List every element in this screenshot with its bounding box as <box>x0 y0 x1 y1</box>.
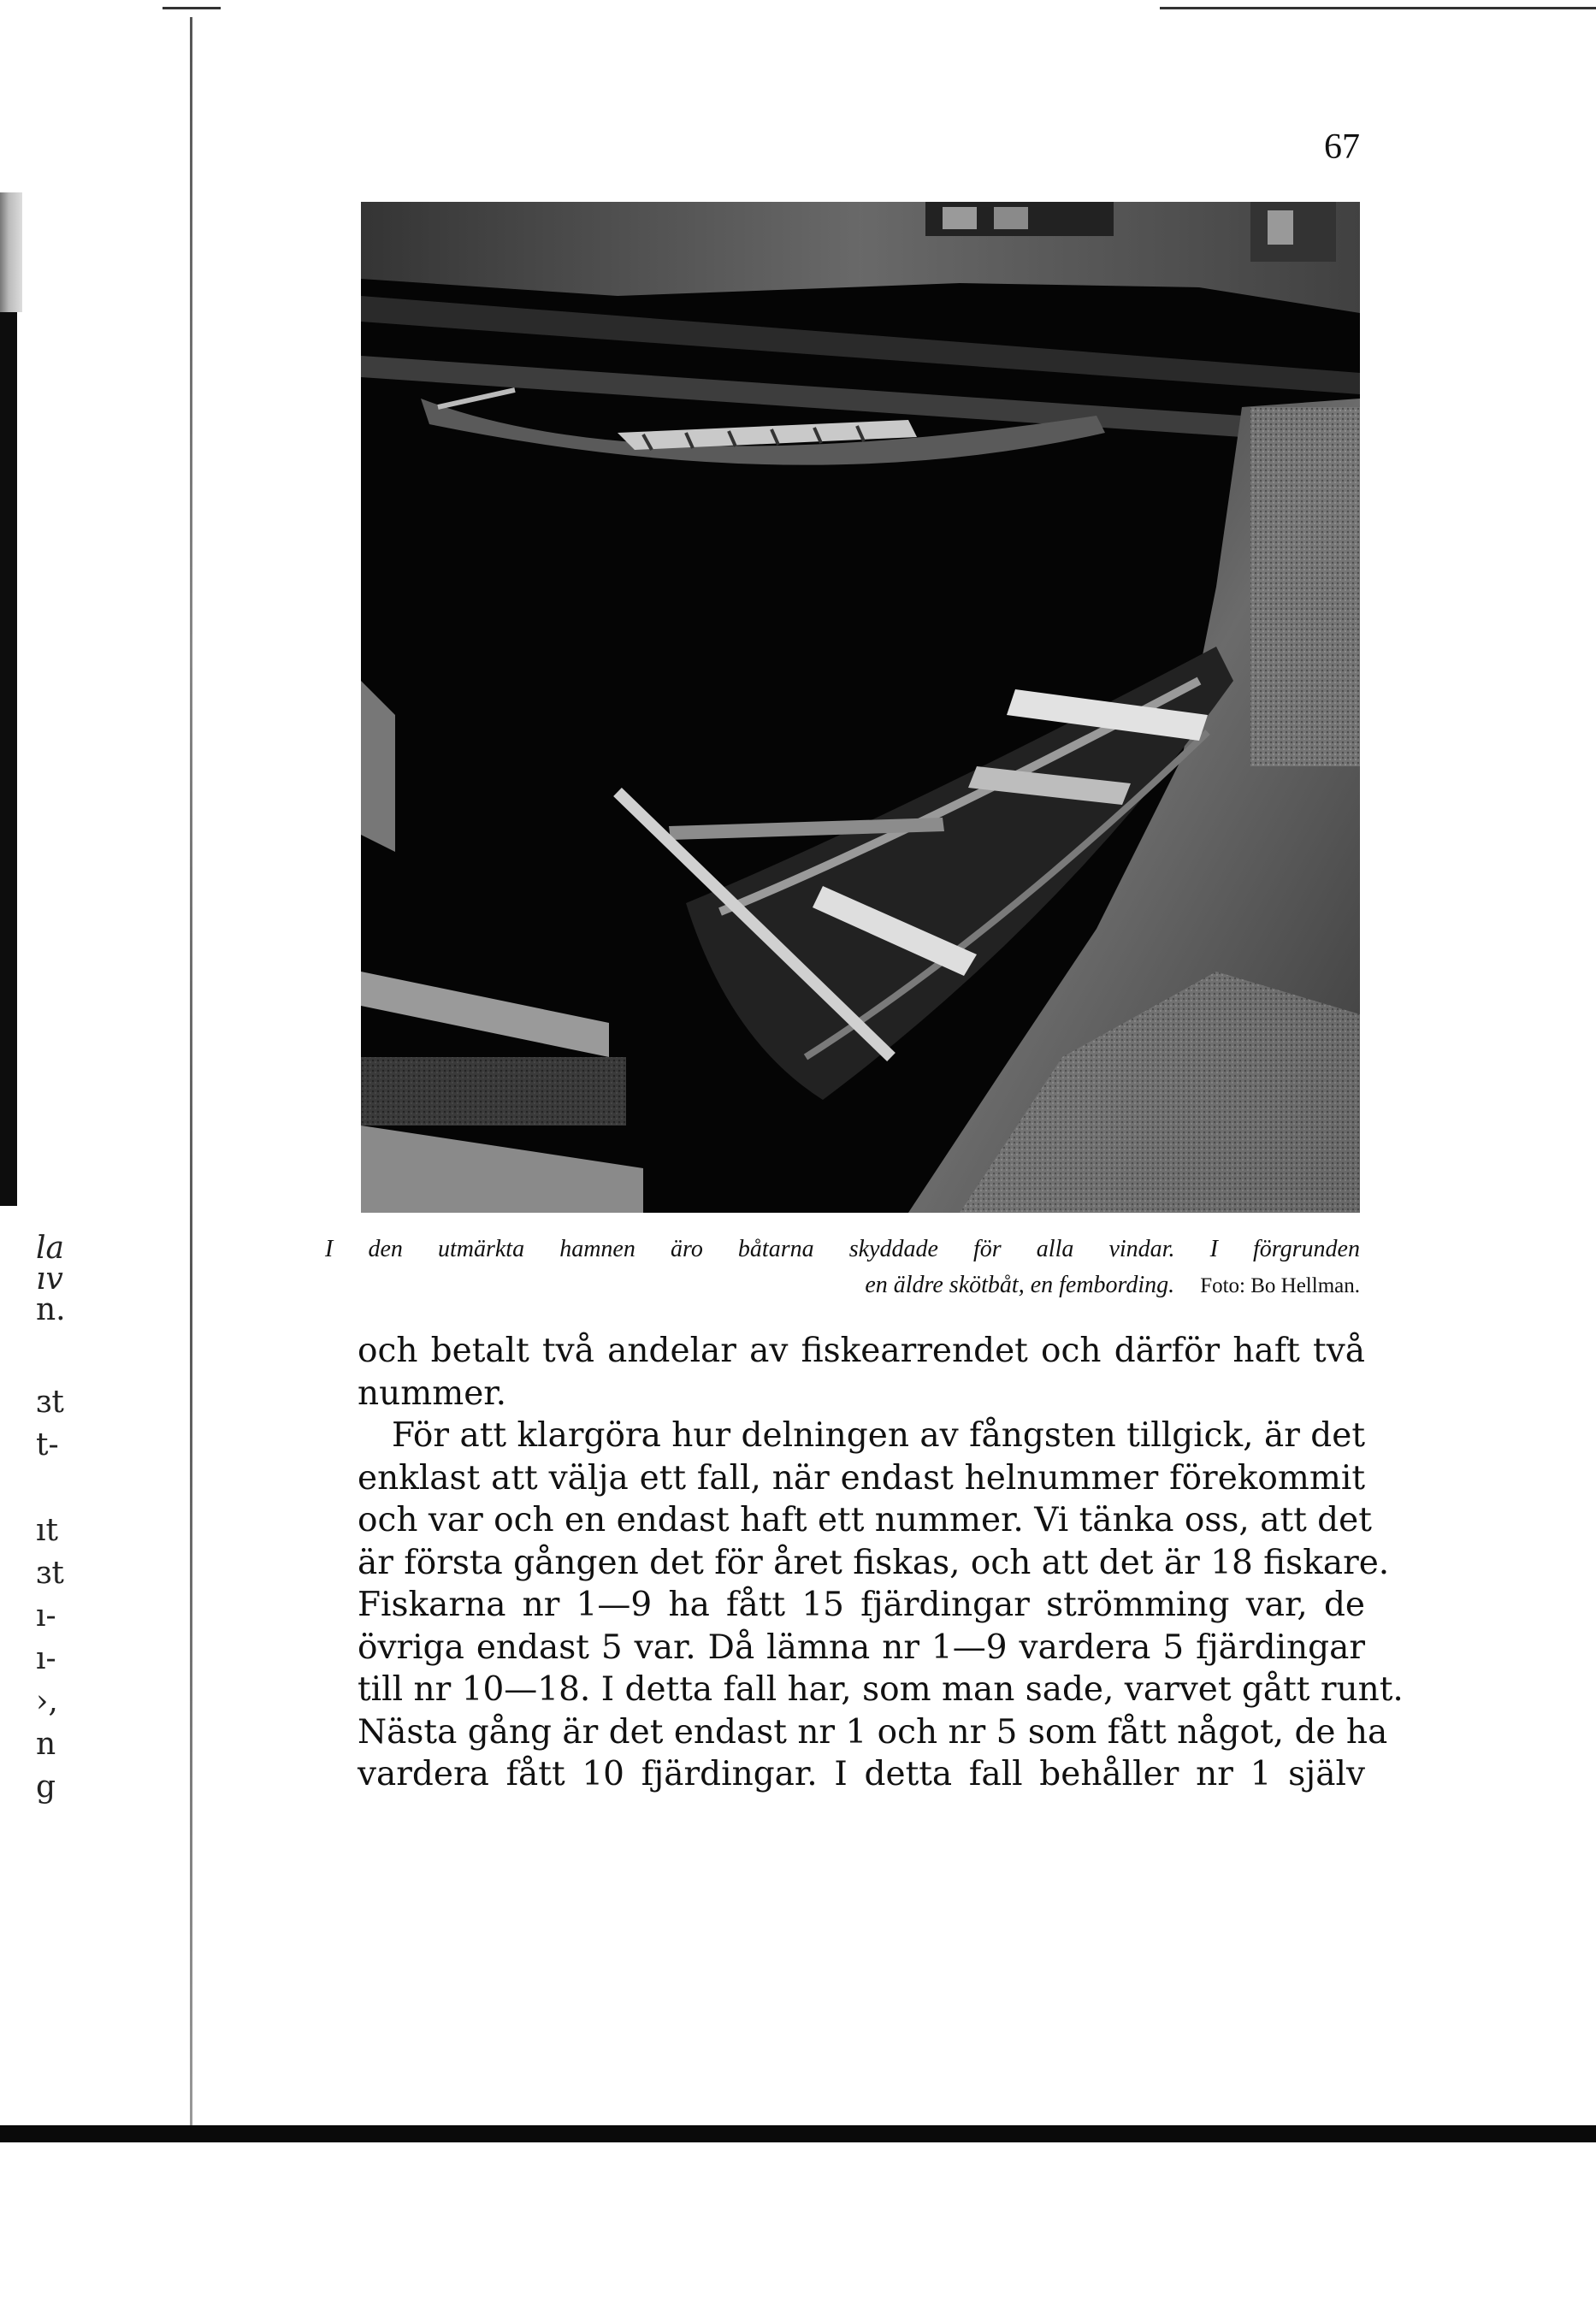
text-line: Nästa gång är det endast nr 1 och nr 5 som fått något, de ha <box>358 1712 1388 1752</box>
photo-caption <box>325 1232 1360 1304</box>
margin-fragment: t- <box>36 1427 59 1462</box>
body-text <box>358 1330 1404 1796</box>
text-line: övriga endast 5 var. Då lämna nr 1—9 vardera 5 fjärdingar <box>358 1628 1365 1667</box>
photo-illustration <box>361 202 1360 1213</box>
gutter-shadow <box>0 192 17 1206</box>
text-line: vardera fått 10 fjärdingar. I detta fall behåller nr 1 själv <box>358 1755 1365 1793</box>
margin-fragment: n <box>36 1727 56 1762</box>
caption-line <box>325 1267 1360 1304</box>
binding-tick <box>163 7 221 9</box>
margin-fragment: g <box>36 1769 56 1805</box>
harbor-boats-photo <box>361 202 1360 1213</box>
text-line: För att klargöra hur delningen av fångsten tillgick, är det <box>392 1416 1365 1455</box>
gutter-shadow-highlight <box>0 192 22 312</box>
text-line: och var och en endast haft ett nummer. Vi tänka oss, att det <box>358 1501 1372 1539</box>
margin-fragment: ıt <box>36 1513 58 1548</box>
photo-credit: Foto: Bo Hellman. <box>1200 1274 1360 1297</box>
page-number: 67 <box>1324 127 1360 167</box>
text-line: till nr 10—18. I detta fall har, som man sade, varvet gått runt. <box>358 1670 1404 1709</box>
caption-text: en äldre skötbåt, en fembording. <box>865 1272 1175 1298</box>
margin-fragment: ıv <box>36 1261 63 1297</box>
margin-fragment: ɜt <box>36 1556 64 1591</box>
margin-fragment: ɜt <box>36 1385 64 1420</box>
margin-fragment: la <box>36 1231 64 1266</box>
text-line: enklast att välja ett fall, när endast helnummer förekommit <box>358 1458 1365 1498</box>
scan-bottom-bar <box>0 2125 1596 2142</box>
text-line: Fiskarna nr 1—9 ha fått 15 fjärdingar strömming var, de <box>358 1586 1365 1624</box>
text-line: är första gången det för året fiskas, och att det är 18 fiskare. <box>358 1543 1390 1582</box>
scan-edge-rule <box>1160 7 1596 9</box>
binding-line <box>190 17 192 2130</box>
margin-fragment: ı- <box>36 1641 56 1676</box>
text-line: nummer. <box>358 1374 507 1413</box>
margin-fragment: n. <box>36 1292 66 1327</box>
margin-fragment: ›, <box>36 1684 58 1719</box>
margin-fragment: ı- <box>36 1598 56 1634</box>
text-line: och betalt två andelar av fiskearrendet och därför haft två <box>358 1332 1365 1370</box>
caption-line: I den utmärkta hamnen äro båtarna skyddade för alla vindar. I förgrunden <box>325 1236 1360 1262</box>
